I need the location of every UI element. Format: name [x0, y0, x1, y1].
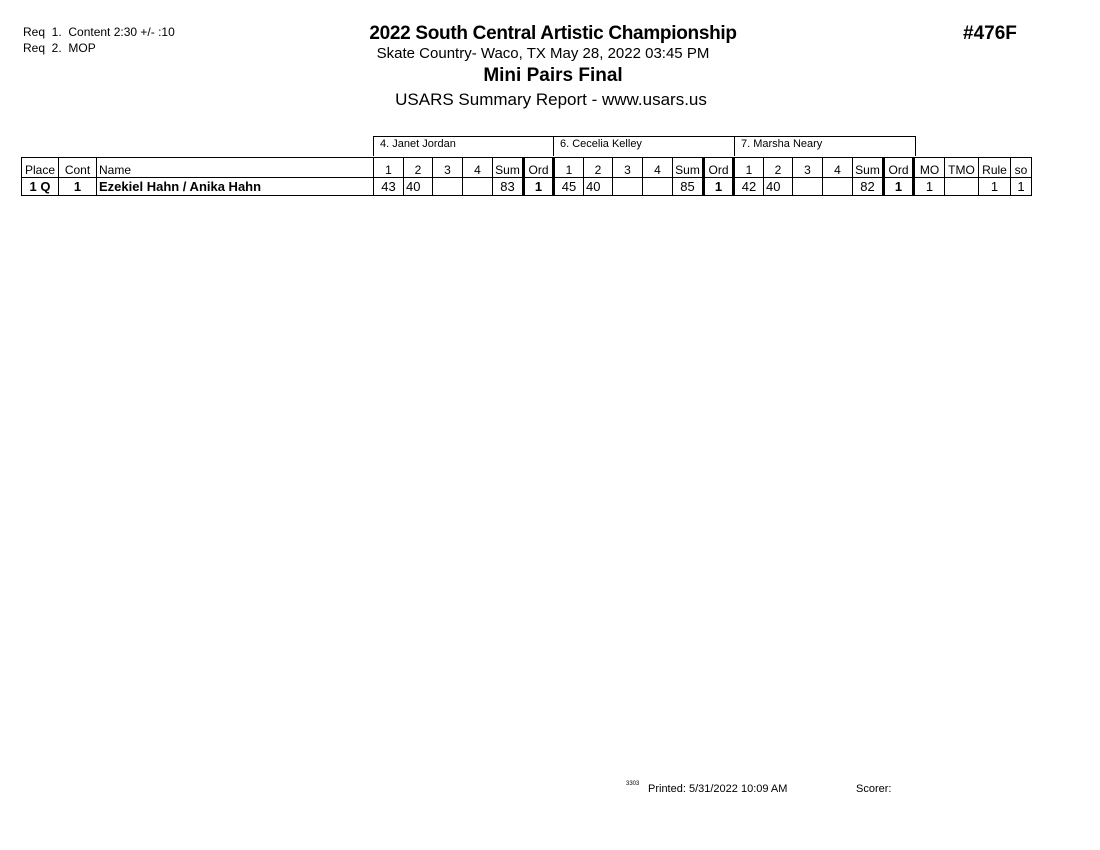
j1-ord: 1 — [524, 178, 554, 196]
col-j3-2: 2 — [764, 158, 793, 178]
col-name: Name — [97, 158, 374, 178]
j2-score-3 — [613, 178, 643, 196]
col-rule: Rule — [979, 158, 1011, 178]
j3-score-4 — [823, 178, 853, 196]
requirement-1: Req 1. Content 2:30 +/- :10 — [23, 25, 175, 39]
judge-header-3: 7. Marsha Neary — [734, 136, 916, 156]
col-j1-1: 1 — [374, 158, 404, 178]
j3-ord: 1 — [884, 178, 914, 196]
col-cont: Cont — [59, 158, 97, 178]
mo-cell: 1 — [914, 178, 945, 196]
col-j3-4: 4 — [823, 158, 853, 178]
col-j3-sum: Sum — [853, 158, 884, 178]
j3-sum: 82 — [853, 178, 884, 196]
table-row — [22, 178, 1032, 196]
col-j2-3: 3 — [613, 158, 643, 178]
judge-header-1: 4. Janet Jordan — [373, 136, 554, 156]
col-j2-sum: Sum — [673, 158, 704, 178]
j2-score-2: 40 — [584, 178, 613, 196]
col-j3-1: 1 — [734, 158, 764, 178]
printed-timestamp: Printed: 5/31/2022 10:09 AM — [648, 783, 788, 795]
j3-score-1: 42 — [734, 178, 764, 196]
header-row — [22, 158, 1032, 178]
col-j2-ord: Ord — [704, 158, 734, 178]
rule-cell: 1 — [979, 178, 1011, 196]
col-mo: MO — [914, 158, 945, 178]
col-j1-sum: Sum — [493, 158, 524, 178]
j1-score-2: 40 — [404, 178, 433, 196]
col-j2-4: 4 — [643, 158, 673, 178]
j2-ord: 1 — [704, 178, 734, 196]
j2-score-1: 45 — [554, 178, 584, 196]
report-title: USARS Summary Report - www.usars.us — [395, 90, 707, 109]
col-j1-2: 2 — [404, 158, 433, 178]
j3-score-3 — [793, 178, 823, 196]
j2-sum: 85 — [673, 178, 704, 196]
col-j1-4: 4 — [463, 158, 493, 178]
j3-score-2: 40 — [764, 178, 793, 196]
col-place: Place — [22, 158, 59, 178]
championship-title: 2022 South Central Artistic Championship — [369, 23, 737, 44]
col-j3-ord: Ord — [884, 158, 914, 178]
col-so: so — [1011, 158, 1032, 178]
col-j1-ord: Ord — [524, 158, 554, 178]
col-j1-3: 3 — [433, 158, 463, 178]
event-number: #476F — [963, 23, 1017, 44]
scorer-label: Scorer: — [856, 783, 892, 795]
cont-cell: 1 — [59, 178, 97, 196]
venue-date: Skate Country- Waco, TX May 28, 2022 03:45 PM — [376, 45, 710, 62]
col-j2-2: 2 — [584, 158, 613, 178]
j2-score-4 — [643, 178, 673, 196]
event-title: Mini Pairs Final — [483, 65, 623, 86]
col-j2-1: 1 — [554, 158, 584, 178]
j1-score-3 — [433, 178, 463, 196]
results-table — [21, 157, 1032, 196]
col-tmo: TMO — [945, 158, 979, 178]
so-cell: 1 — [1011, 178, 1032, 196]
tmo-cell — [945, 178, 979, 196]
j1-sum: 83 — [493, 178, 524, 196]
place-cell: 1 Q — [22, 178, 59, 196]
requirement-2: Req 2. MOP — [23, 41, 96, 55]
footer-code: 3303 — [626, 781, 640, 787]
j1-score-1: 43 — [374, 178, 404, 196]
skater-name: Ezekiel Hahn / Anika Hahn — [97, 178, 374, 196]
judge-header-2: 6. Cecelia Kelley — [553, 136, 735, 156]
j1-score-4 — [463, 178, 493, 196]
col-j3-3: 3 — [793, 158, 823, 178]
